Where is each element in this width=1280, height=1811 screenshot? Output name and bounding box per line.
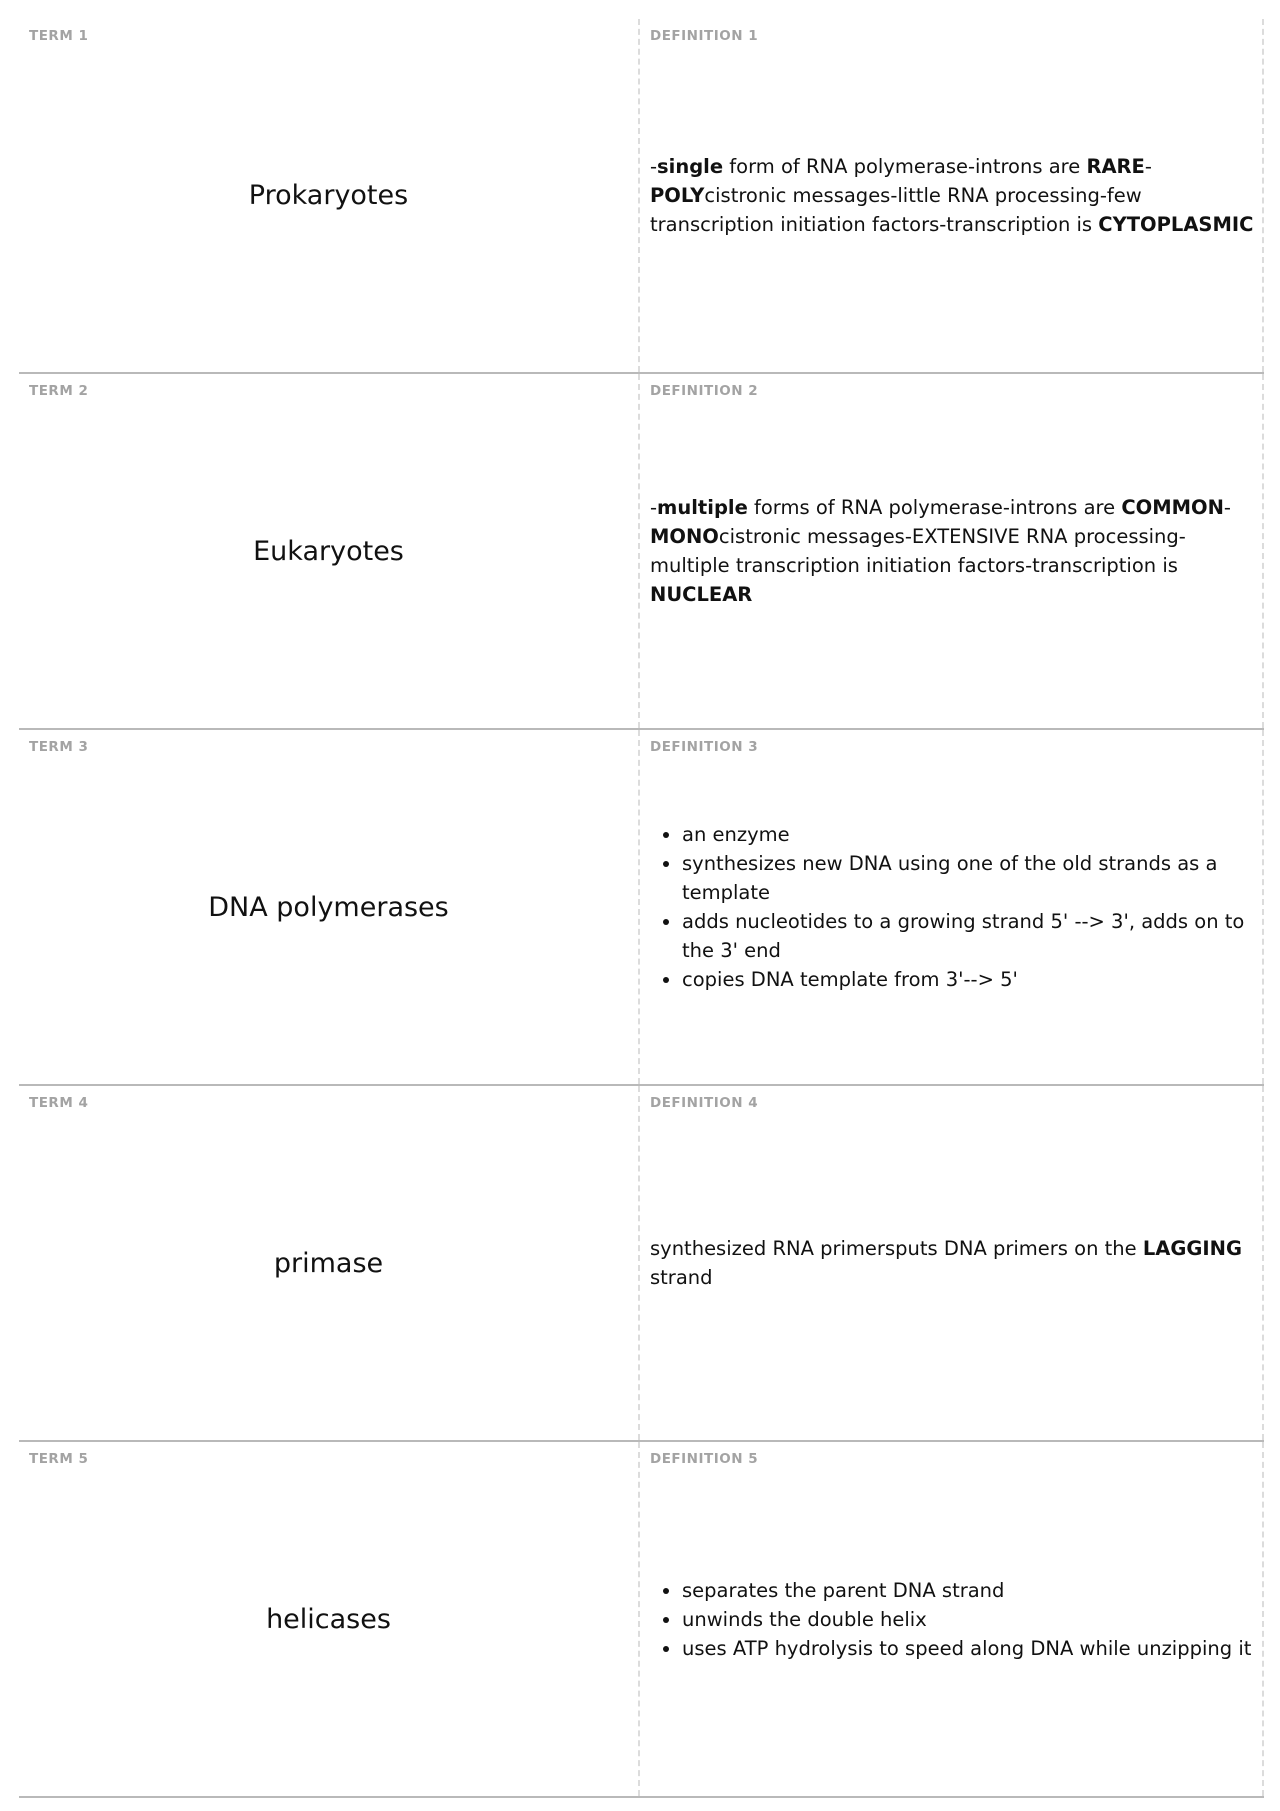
term-text: Prokaryotes	[248, 180, 409, 211]
list-item: • unwinds the double helix	[682, 1605, 1251, 1634]
definition-text	[650, 730, 1254, 1084]
flashcard-sheet	[19, 19, 1264, 1798]
definition-label: DEFINITION 1	[650, 28, 759, 44]
flashcard-row	[19, 1442, 1264, 1798]
definition-cell	[640, 1442, 1264, 1796]
list-item: • synthesizes new DNA using one of the old strands as a template	[682, 849, 1254, 907]
list-item: • separates the parent DNA strand	[682, 1576, 1251, 1605]
term-text: DNA polymerases	[208, 891, 449, 923]
flashcard-row	[19, 1086, 1264, 1442]
flashcard-row	[19, 374, 1264, 730]
definition-list	[650, 820, 1254, 994]
term-label: TERM 5	[29, 1451, 89, 1467]
term-cell	[19, 374, 640, 728]
definition-cell	[640, 730, 1264, 1084]
list-item: • copies DNA template from 3'--> 5'	[682, 965, 1254, 994]
term-text: Eukaryotes	[253, 535, 404, 567]
term-label: TERM 3	[29, 739, 89, 755]
definition-label: DEFINITION 2	[650, 383, 759, 399]
flashcard-row	[19, 730, 1264, 1086]
definition-paragraph: -multiple forms of RNA polymerase-introns are COMMON-MONOcistronic messages-EXTENSIVE RNA processing-multiple transcription initiation factors-transcription is NUCLEAR	[650, 496, 1231, 606]
term-label: TERM 1	[29, 28, 89, 44]
definition-paragraph: synthesized RNA primersputs DNA primers on the LAGGING strand	[650, 1237, 1242, 1289]
definition-cell	[640, 19, 1264, 372]
term-label: TERM 4	[29, 1095, 89, 1111]
term-label: TERM 2	[29, 383, 89, 399]
term-text: primase	[273, 1247, 384, 1279]
definition-label: DEFINITION 4	[650, 1095, 759, 1111]
definition-text	[650, 19, 1254, 372]
definition-list	[650, 1576, 1251, 1663]
definition-cell	[640, 1086, 1264, 1440]
list-item: • uses ATP hydrolysis to speed along DNA while unzipping it	[682, 1634, 1251, 1663]
term-cell	[19, 1442, 640, 1796]
flashcard-row	[19, 19, 1264, 374]
definition-text	[650, 1086, 1254, 1440]
term-cell	[19, 1086, 640, 1440]
definition-text	[650, 374, 1254, 728]
term-text: helicases	[266, 1603, 391, 1635]
definition-text	[650, 1442, 1254, 1796]
term-cell	[19, 19, 640, 372]
definition-cell	[640, 374, 1264, 728]
list-item: • an enzyme	[682, 820, 1254, 849]
definition-label: DEFINITION 3	[650, 739, 759, 755]
term-cell	[19, 730, 640, 1084]
definition-label: DEFINITION 5	[650, 1451, 759, 1467]
definition-paragraph: -single form of RNA polymerase-introns are RARE-POLYcistronic messages-little RNA processing-few transcription initiation factors-transcription is CYTOPLASMIC	[650, 155, 1254, 236]
list-item: • adds nucleotides to a growing strand 5' --> 3', adds on to the 3' end	[682, 907, 1254, 965]
